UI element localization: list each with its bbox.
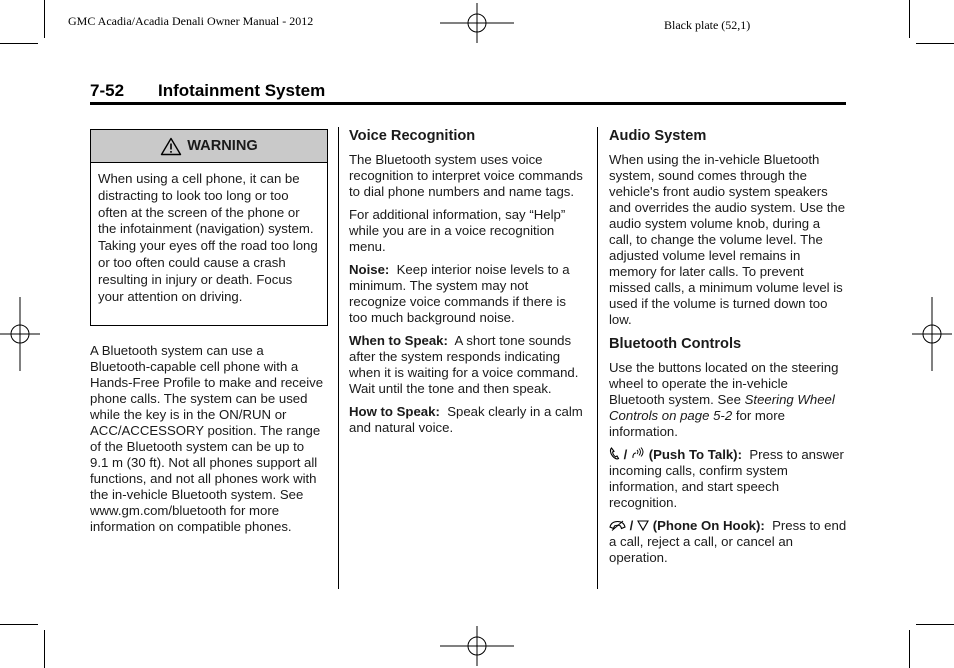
crop-mark-icon xyxy=(916,624,954,625)
warning-box xyxy=(90,129,328,326)
bluetooth-controls-paragraph xyxy=(609,360,847,440)
when-to-speak-label: When to Speak: xyxy=(349,333,448,348)
phone-handset-icon xyxy=(609,447,620,460)
push-to-talk-paragraph xyxy=(609,447,847,511)
how-to-speak-paragraph xyxy=(349,404,587,436)
warning-text: When using a cell phone, it can be distracting to look too long or too often at the screen of the phone or the infotainment (navigation) system. Taking your eyes off the road too long or too often could cause a crash resulting in injury or death. Focus your attention on driving. xyxy=(98,171,318,304)
column-divider xyxy=(338,127,339,589)
noise-text: Keep interior noise levels to a minimum. The system may not recognize voice commands if there is too much background noise. xyxy=(349,262,570,325)
steering-wheel-controls-link[interactable]: Steering Wheel Controls on page 5-2 xyxy=(609,392,835,423)
crop-mark-icon xyxy=(0,624,38,625)
registration-target-icon xyxy=(440,3,514,43)
plate-label: Black plate (52,1) xyxy=(664,18,751,32)
manual-title: GMC Acadia/Acadia Denali Owner Manual - 2012 xyxy=(68,14,314,28)
phone-on-hook-paragraph xyxy=(609,518,847,566)
phone-on-hook-label: (Phone On Hook): xyxy=(652,518,765,533)
noise-paragraph xyxy=(349,262,587,326)
column-divider xyxy=(597,127,598,589)
audio-system-paragraph: When using the in-vehicle Bluetooth system, sound comes through the vehicle's front audio system speakers and overrides the audio system. Use the audio system volume knob, during a call, to change the volume level. The adjusted volume level remains in memory for later calls. To prevent missed calls, a minimum volume level is used if the volume is turned down too low. xyxy=(609,152,846,327)
bluetooth-controls-text: Use the buttons located on the steering wheel to operate the in-vehicle Bluetooth system. See xyxy=(609,360,839,407)
push-to-talk-separator: / xyxy=(623,447,628,462)
section-header xyxy=(90,80,846,105)
when-to-speak-paragraph xyxy=(349,333,587,397)
registration-target-icon xyxy=(912,297,952,371)
how-to-speak-text: Speak clearly in a calm and natural voice. xyxy=(349,404,583,435)
phone-on-hook-separator: / xyxy=(629,518,634,533)
crop-mark-icon xyxy=(909,630,910,668)
when-to-speak-text: A short tone sounds after the system responds indicating when it is waiting for a voice command. Wait until the tone and then speak. xyxy=(349,333,579,396)
push-to-talk-text: Press to answer incoming calls, confirm system information, and start speech recognition. xyxy=(609,447,844,510)
triangle-down-icon xyxy=(637,520,649,531)
audio-system-heading: Audio System xyxy=(609,128,707,144)
help-paragraph: For additional information, say “Help” while you are in a voice recognition menu. xyxy=(349,207,566,254)
crop-mark-icon xyxy=(44,630,45,668)
right-column xyxy=(609,127,847,573)
crop-mark-icon xyxy=(916,43,954,44)
bluetooth-controls-heading: Bluetooth Controls xyxy=(609,336,742,352)
voice-recognition-icon xyxy=(631,447,645,460)
warning-header xyxy=(91,130,327,163)
registration-target-icon xyxy=(0,297,40,371)
left-column xyxy=(90,343,326,542)
crop-mark-icon xyxy=(44,0,45,38)
phone-hangup-icon xyxy=(609,520,626,531)
middle-column xyxy=(349,127,587,443)
bluetooth-intro-paragraph: A Bluetooth system can use a Bluetooth-capable cell phone with a Hands-Free Profile to make and receive phone calls. The system can be used while the key is in the ON/RUN or ACC/ACCESSORY position. The range of the Bluetooth system can be up to 9.1 m (30 ft). Not all phones support all functions, and not all phones work with the in-vehicle Bluetooth system. See www.gm.com/bluetooth for more information on compatible phones. xyxy=(90,343,324,534)
phone-on-hook-text: Press to end a call, reject a call, or cancel an operation. xyxy=(609,518,847,565)
crop-mark-icon xyxy=(909,0,910,38)
page-title: Infotainment System xyxy=(158,81,326,100)
warning-label: WARNING xyxy=(187,138,258,154)
noise-label: Noise: xyxy=(349,262,390,277)
crop-mark-icon xyxy=(0,43,38,44)
bluetooth-controls-text-end: for more information. xyxy=(609,408,785,439)
voice-recognition-heading: Voice Recognition xyxy=(349,128,476,144)
how-to-speak-label: How to Speak: xyxy=(349,404,440,419)
push-to-talk-label: (Push To Talk): xyxy=(648,447,742,462)
voice-recognition-paragraph: The Bluetooth system uses voice recognition to interpret voice commands to dial phone numbers and name tags. xyxy=(349,152,583,199)
warning-triangle-icon xyxy=(160,137,182,156)
registration-target-icon xyxy=(440,626,514,666)
page-number: 7-52 xyxy=(90,81,125,100)
